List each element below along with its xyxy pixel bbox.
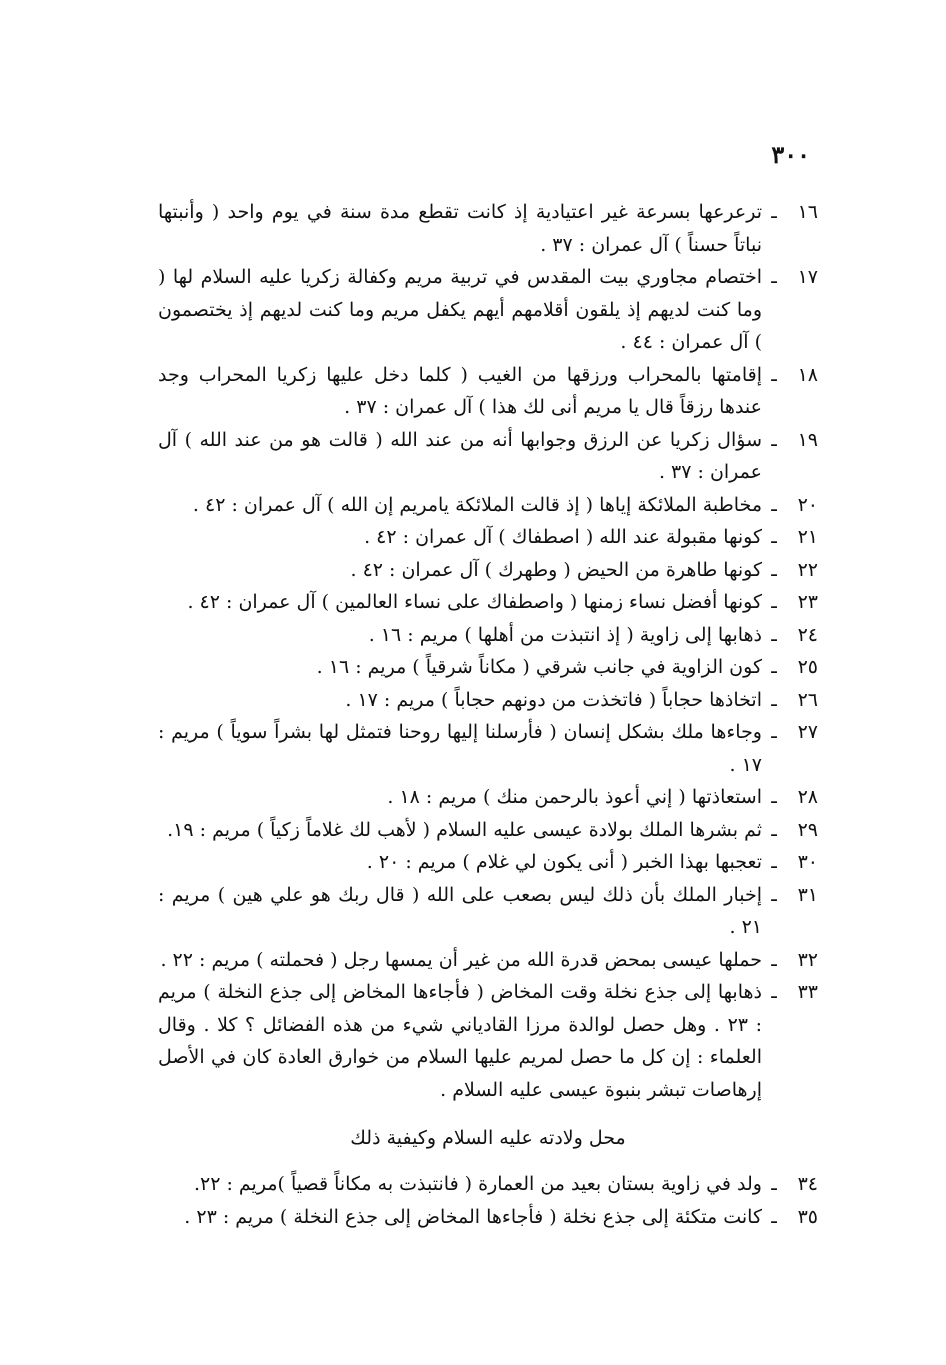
- item-number: ٢٨: [797, 786, 818, 808]
- item-dash: ـ: [771, 656, 777, 678]
- item-number: ٢٣: [797, 591, 818, 613]
- item-text: كانت متكئة إلى جذع نخلة ( فأجاءها المخاض إلى جذع النخلة ) مريم : ٢٣ .: [184, 1205, 762, 1228]
- list-item: [158, 1168, 818, 1201]
- list-item: [158, 814, 818, 847]
- item-number: ٣٤: [797, 1173, 818, 1195]
- item-dash: ـ: [771, 851, 777, 873]
- list-item: [158, 261, 818, 359]
- list-item: [158, 196, 818, 261]
- item-number: ٣٢: [797, 948, 818, 971]
- item-text: استعاذتها ( إني أعوذ بالرحمن منك ) مريم : ١٨ .: [387, 786, 762, 808]
- item-dash: ـ: [771, 981, 777, 1003]
- item-text: حملها عيسى بمحض قدرة الله من غير أن يمسها رجل ( فحملته ) مريم : ٢٢ .: [160, 948, 762, 971]
- item-number: ٢٦: [797, 688, 818, 711]
- item-dash: ـ: [771, 493, 777, 516]
- item-dash: ـ: [771, 786, 777, 808]
- list-item: [158, 619, 818, 652]
- item-text: كونها مقبولة عند الله ( اصطفاك ) آل عمران : ٤٢ .: [364, 526, 762, 548]
- item-number: ٢٤: [797, 623, 818, 646]
- item-text: كون الزاوية في جانب شرقي ( مكاناً شرقياً ) مريم : ١٦ .: [316, 656, 762, 678]
- item-text: ثم بشرها الملك بولادة عيسى عليه السلام ( لأهب لك غلاماً زكياً ) مريم : ١٩.: [167, 818, 762, 841]
- list-item: [158, 424, 818, 489]
- item-dash: ـ: [771, 688, 777, 711]
- list-item: [158, 651, 818, 684]
- item-text: ولد في زاوية بستان بعيد من العمارة ( فانتبذت به مكاناً قصياً )مريم : ٢٢.: [193, 1173, 762, 1195]
- item-dash: ـ: [771, 526, 777, 548]
- item-number: ١٧: [797, 266, 818, 288]
- item-dash: ـ: [771, 1173, 777, 1195]
- list-item: [158, 359, 818, 424]
- item-dash: ـ: [771, 818, 777, 841]
- item-number: ٢٩: [797, 818, 818, 841]
- item-text: ذهابها إلى جذع نخلة وقت المخاض ( فأجاءها المخاض إلى جذع النخلة ) مريم : ٢٣ . وهل حصل لوالدة مرزا القادياني شيء من هذه الفضائل ؟ كلا . وقال العلماء : إن كل ما حصل لمريم عليها السلام من خوارق العادة كان في الأصل إرهاصات تبشر بنبوة عيسى عليه السلام .: [158, 981, 762, 1101]
- item-text: اتخاذها حجاباً ( فاتخذت من دونهم حجاباً ) مريم : ١٧ .: [345, 688, 762, 711]
- item-dash: ـ: [771, 363, 777, 386]
- list-item: [158, 489, 818, 522]
- item-dash: ـ: [771, 721, 777, 743]
- item-dash: ـ: [771, 883, 777, 906]
- item-number: ٣٠: [797, 851, 818, 873]
- list-item: [158, 879, 818, 944]
- item-number: ٣٣: [797, 981, 818, 1003]
- item-dash: ـ: [771, 266, 777, 288]
- item-number: ٢١: [797, 526, 818, 548]
- list-item: [158, 554, 818, 587]
- list-item: [158, 716, 818, 781]
- item-number: ١٨: [797, 363, 818, 386]
- item-text: إخبار الملك بأن ذلك ليس بصعب على الله ( قال ربك هو علي هين ) مريم : ٢١ .: [158, 883, 762, 938]
- item-text: تعجبها بهذا الخبر ( أنى يكون لي غلام ) مريم : ٢٠ .: [366, 851, 762, 873]
- item-text: ترعرعها بسرعة غير اعتيادية إذ كانت تقطع مدة سنة في يوم واحد ( وأنبتها نباتاً حسناً ) آل عمران : ٣٧ .: [158, 201, 762, 256]
- item-dash: ـ: [771, 623, 777, 646]
- numbered-list-secondary: [158, 1168, 818, 1233]
- item-text: إقامتها بالمحراب ورزقها من الغيب ( كلما دخل عليها زكريا المحراب وجد عندها رزقاً قال يا مريم أنى لك هذا ) آل عمران : ٣٧ .: [158, 363, 762, 418]
- item-number: ١٦: [797, 201, 818, 223]
- item-dash: ـ: [771, 1205, 777, 1228]
- list-item: [158, 684, 818, 717]
- item-text: مخاطبة الملائكة إياها ( إذ قالت الملائكة يامريم إن الله ) آل عمران : ٤٢ .: [192, 493, 762, 516]
- item-list: [158, 196, 818, 1233]
- list-item: [158, 781, 818, 814]
- item-text: سؤال زكريا عن الرزق وجوابها أنه من عند الله ( قالت هو من عند الله ) آل عمران : ٣٧ .: [158, 428, 762, 483]
- item-number: ٢٢: [797, 558, 818, 581]
- list-item: [158, 586, 818, 619]
- item-text: وجاءها ملك بشكل إنسان ( فأرسلنا إليها روحنا فتمثل لها بشراً سوياً ) مريم : ١٧ .: [158, 721, 762, 776]
- item-dash: ـ: [771, 558, 777, 581]
- page-number: ٣٠٠: [771, 140, 810, 169]
- item-number: ٣١: [797, 883, 818, 906]
- item-number: ٢٧: [797, 721, 818, 743]
- item-dash: ـ: [771, 428, 777, 451]
- item-number: ٣٥: [797, 1205, 818, 1228]
- item-number: ١٩: [797, 428, 818, 451]
- item-number: ٢٥: [797, 656, 818, 678]
- list-item: [158, 976, 818, 1106]
- list-item: [158, 521, 818, 554]
- item-text: اختصام مجاوري بيت المقدس في تربية مريم وكفالة زكريا عليه السلام لها ( وما كنت لديهم إذ يلقون أقلامهم أيهم يكفل مريم وما كنت لديهم إذ يختصمون ) آل عمران : ٤٤ .: [158, 266, 762, 353]
- list-item: [158, 944, 818, 977]
- list-item: [158, 846, 818, 879]
- numbered-list-main: [158, 196, 818, 1106]
- item-text: ذهابها إلى زاوية ( إذ انتبذت من أهلها ) مريم : ١٦ .: [368, 623, 762, 646]
- item-text: كونها أفضل نساء زمنها ( واصطفاك على نساء العالمين ) آل عمران : ٤٢ .: [187, 591, 762, 613]
- item-dash: ـ: [771, 591, 777, 613]
- item-dash: ـ: [771, 948, 777, 971]
- item-text: كونها طاهرة من الحيض ( وطهرك ) آل عمران : ٤٢ .: [350, 558, 762, 581]
- list-item: [158, 1201, 818, 1234]
- item-dash: ـ: [771, 201, 777, 223]
- item-number: ٢٠: [797, 493, 818, 516]
- section-heading: محل ولادته عليه السلام وكيفية ذلك: [350, 1127, 626, 1149]
